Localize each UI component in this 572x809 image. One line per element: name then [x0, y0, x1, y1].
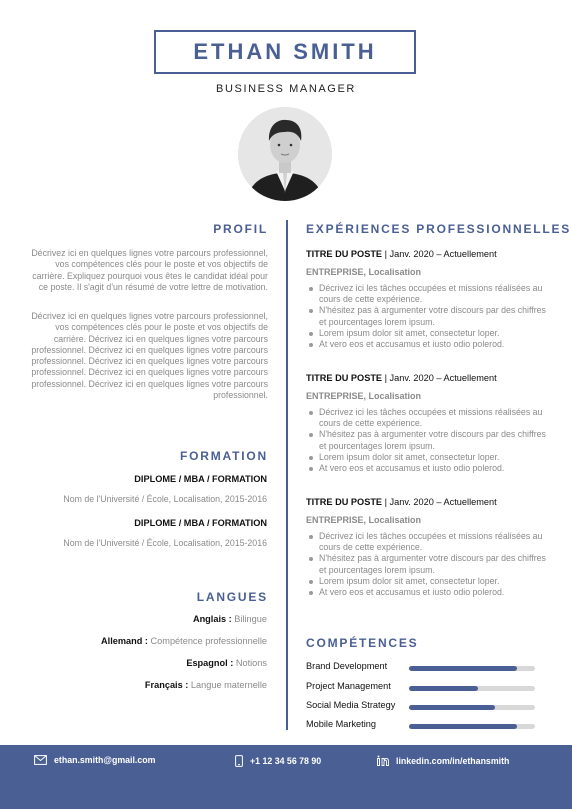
experience-entry — [306, 373, 546, 474]
job-title: BUSINESS MANAGER — [216, 83, 356, 95]
experience-position: TITRE DU POSTE — [306, 373, 383, 383]
experience-company: ENTREPRISE, Localisation — [306, 515, 422, 525]
contact-footer — [0, 745, 572, 809]
experience-header — [306, 249, 546, 259]
profil-paragraph-2: Décrivez ici en quelques lignes votre parcours professionnel, vos compétences clés pour le poste et vos objectifs de carrière. Décrivez ici en quelques lignes votre parcours professionnel. Décrivez ici en quelques lignes votre parcours professionnel. Décrivez ici en quelques lignes votre parcours professionnel. Décrivez ici en quelques lignes votre parcours professionnel. Décrivez ici en quelques lignes votre parcours professionnel. — [31, 311, 268, 401]
experience-dates: | Janv. 2020 – Actuellement — [382, 497, 497, 507]
bullet-item: Décrivez ici les tâches occupées et missions réalisées au cours de cette expérience. — [306, 407, 546, 429]
skill-bar-fill — [409, 705, 495, 710]
bullet-item: Décrivez ici les tâches occupées et missions réalisées au cours de cette expérience. — [306, 283, 546, 305]
bullet-item: Lorem ipsum dolor sit amet, consectetur loper. — [306, 576, 546, 587]
language-level: Compétence professionnelle — [150, 636, 267, 646]
linkedin-icon — [377, 755, 389, 766]
skill-row — [306, 661, 538, 675]
skill-row — [306, 681, 538, 695]
phone-icon — [235, 755, 243, 767]
experience-bullets — [306, 283, 546, 350]
footer-email[interactable] — [34, 755, 155, 765]
skill-bar — [409, 705, 535, 710]
experience-bullets — [306, 531, 546, 598]
language-separator: : — [227, 658, 236, 668]
formation-degree: DIPLOME / MBA / FORMATION — [134, 518, 267, 528]
skill-row — [306, 700, 538, 714]
skill-bar-fill — [409, 724, 517, 729]
bullet-item: At vero eos et accusamus et iusto odio polerod. — [306, 587, 546, 598]
section-title-langues: LANGUES — [196, 590, 268, 604]
formation-degree: DIPLOME / MBA / FORMATION — [134, 474, 267, 484]
bullet-item: Lorem ipsum dolor sit amet, consectetur loper. — [306, 452, 546, 463]
linkedin-text[interactable]: linkedin.com/in/ethansmith — [396, 755, 510, 766]
language-level: Notions — [235, 658, 267, 668]
skill-bar-fill — [409, 686, 478, 691]
experience-position: TITRE DU POSTE — [306, 249, 383, 259]
language-name: Allemand — [101, 636, 143, 646]
skill-row — [306, 719, 538, 733]
skill-bar — [409, 666, 535, 671]
language-name: Français — [144, 680, 183, 690]
experience-header — [306, 497, 546, 507]
skill-label: Social Media Strategy — [306, 700, 396, 710]
experience-dates: | Janv. 2020 – Actuellement — [382, 249, 497, 259]
email-text[interactable]: ethan.smith@gmail.com — [54, 755, 156, 765]
skill-bar — [409, 686, 535, 691]
candidate-name: ETHAN SMITH — [193, 39, 377, 64]
skill-label: Brand Development — [306, 661, 388, 671]
skill-label: Project Management — [306, 681, 391, 691]
profil-paragraph-1: Décrivez ici en quelques lignes votre parcours professionnel, vos compétences clés pour le poste et vos objectifs de carrière. Expliquez pourquoi vous êtes le candidat idéal pour ce poste. Il s'agit d'un résumé de votre lettre de motivation. — [31, 248, 268, 292]
experience-company: ENTREPRISE, Localisation — [306, 391, 422, 401]
experience-entry — [306, 249, 546, 350]
footer-linkedin[interactable] — [377, 755, 509, 766]
language-name: Anglais — [192, 614, 227, 624]
language-level: Bilingue — [234, 614, 267, 624]
language-separator: : — [182, 680, 191, 690]
section-title-experiences: EXPÉRIENCES PROFESSIONNELLES — [306, 222, 572, 236]
skill-bar — [409, 724, 535, 729]
experience-dates: | Janv. 2020 – Actuellement — [382, 373, 497, 383]
bullet-item: Lorem ipsum dolor sit amet, consectetur loper. — [306, 328, 546, 339]
column-divider — [286, 220, 288, 730]
language-separator: : — [226, 614, 235, 624]
bullet-item: N'hésitez pas à argumenter votre discours par des chiffres et pourcentages lorem ipsum. — [306, 553, 546, 575]
language-item — [186, 658, 267, 668]
experience-position: TITRE DU POSTE — [306, 497, 383, 507]
bullet-item: Décrivez ici les tâches occupées et missions réalisées au cours de cette expérience. — [306, 531, 546, 553]
skill-label: Mobile Marketing — [306, 719, 376, 729]
footer-phone[interactable] — [235, 755, 321, 767]
language-item — [145, 680, 267, 690]
phone-text[interactable]: +1 12 34 56 78 90 — [250, 756, 322, 766]
language-level: Langue maternelle — [190, 680, 267, 690]
section-title-formation: FORMATION — [180, 449, 268, 463]
formation-school: Nom de l'Université / École, Localisation, 2015-2016 — [63, 538, 267, 548]
skill-bar-fill — [409, 666, 517, 671]
formation-school: Nom de l'Université / École, Localisation, 2015-2016 — [63, 494, 267, 504]
language-item — [193, 614, 267, 624]
envelope-icon — [34, 755, 47, 765]
bullet-item: At vero eos et accusamus et iusto odio polerod. — [306, 339, 546, 350]
experience-company: ENTREPRISE, Localisation — [306, 267, 422, 277]
portrait-photo — [238, 107, 332, 201]
language-separator: : — [142, 636, 151, 646]
section-title-competences: COMPÉTENCES — [306, 636, 419, 650]
experience-header — [306, 373, 546, 383]
bullet-item: At vero eos et accusamus et iusto odio polerod. — [306, 463, 546, 474]
language-item — [101, 636, 267, 646]
bullet-item: N'hésitez pas à argumenter votre discours par des chiffres et pourcentages lorem ipsum. — [306, 429, 546, 451]
section-title-profil: PROFIL — [213, 222, 268, 236]
name-box — [154, 30, 416, 74]
language-name: Espagnol — [186, 658, 228, 668]
experience-entry — [306, 497, 546, 598]
experience-bullets — [306, 407, 546, 474]
bullet-item: N'hésitez pas à argumenter votre discours par des chiffres et pourcentages lorem ipsum. — [306, 305, 546, 327]
